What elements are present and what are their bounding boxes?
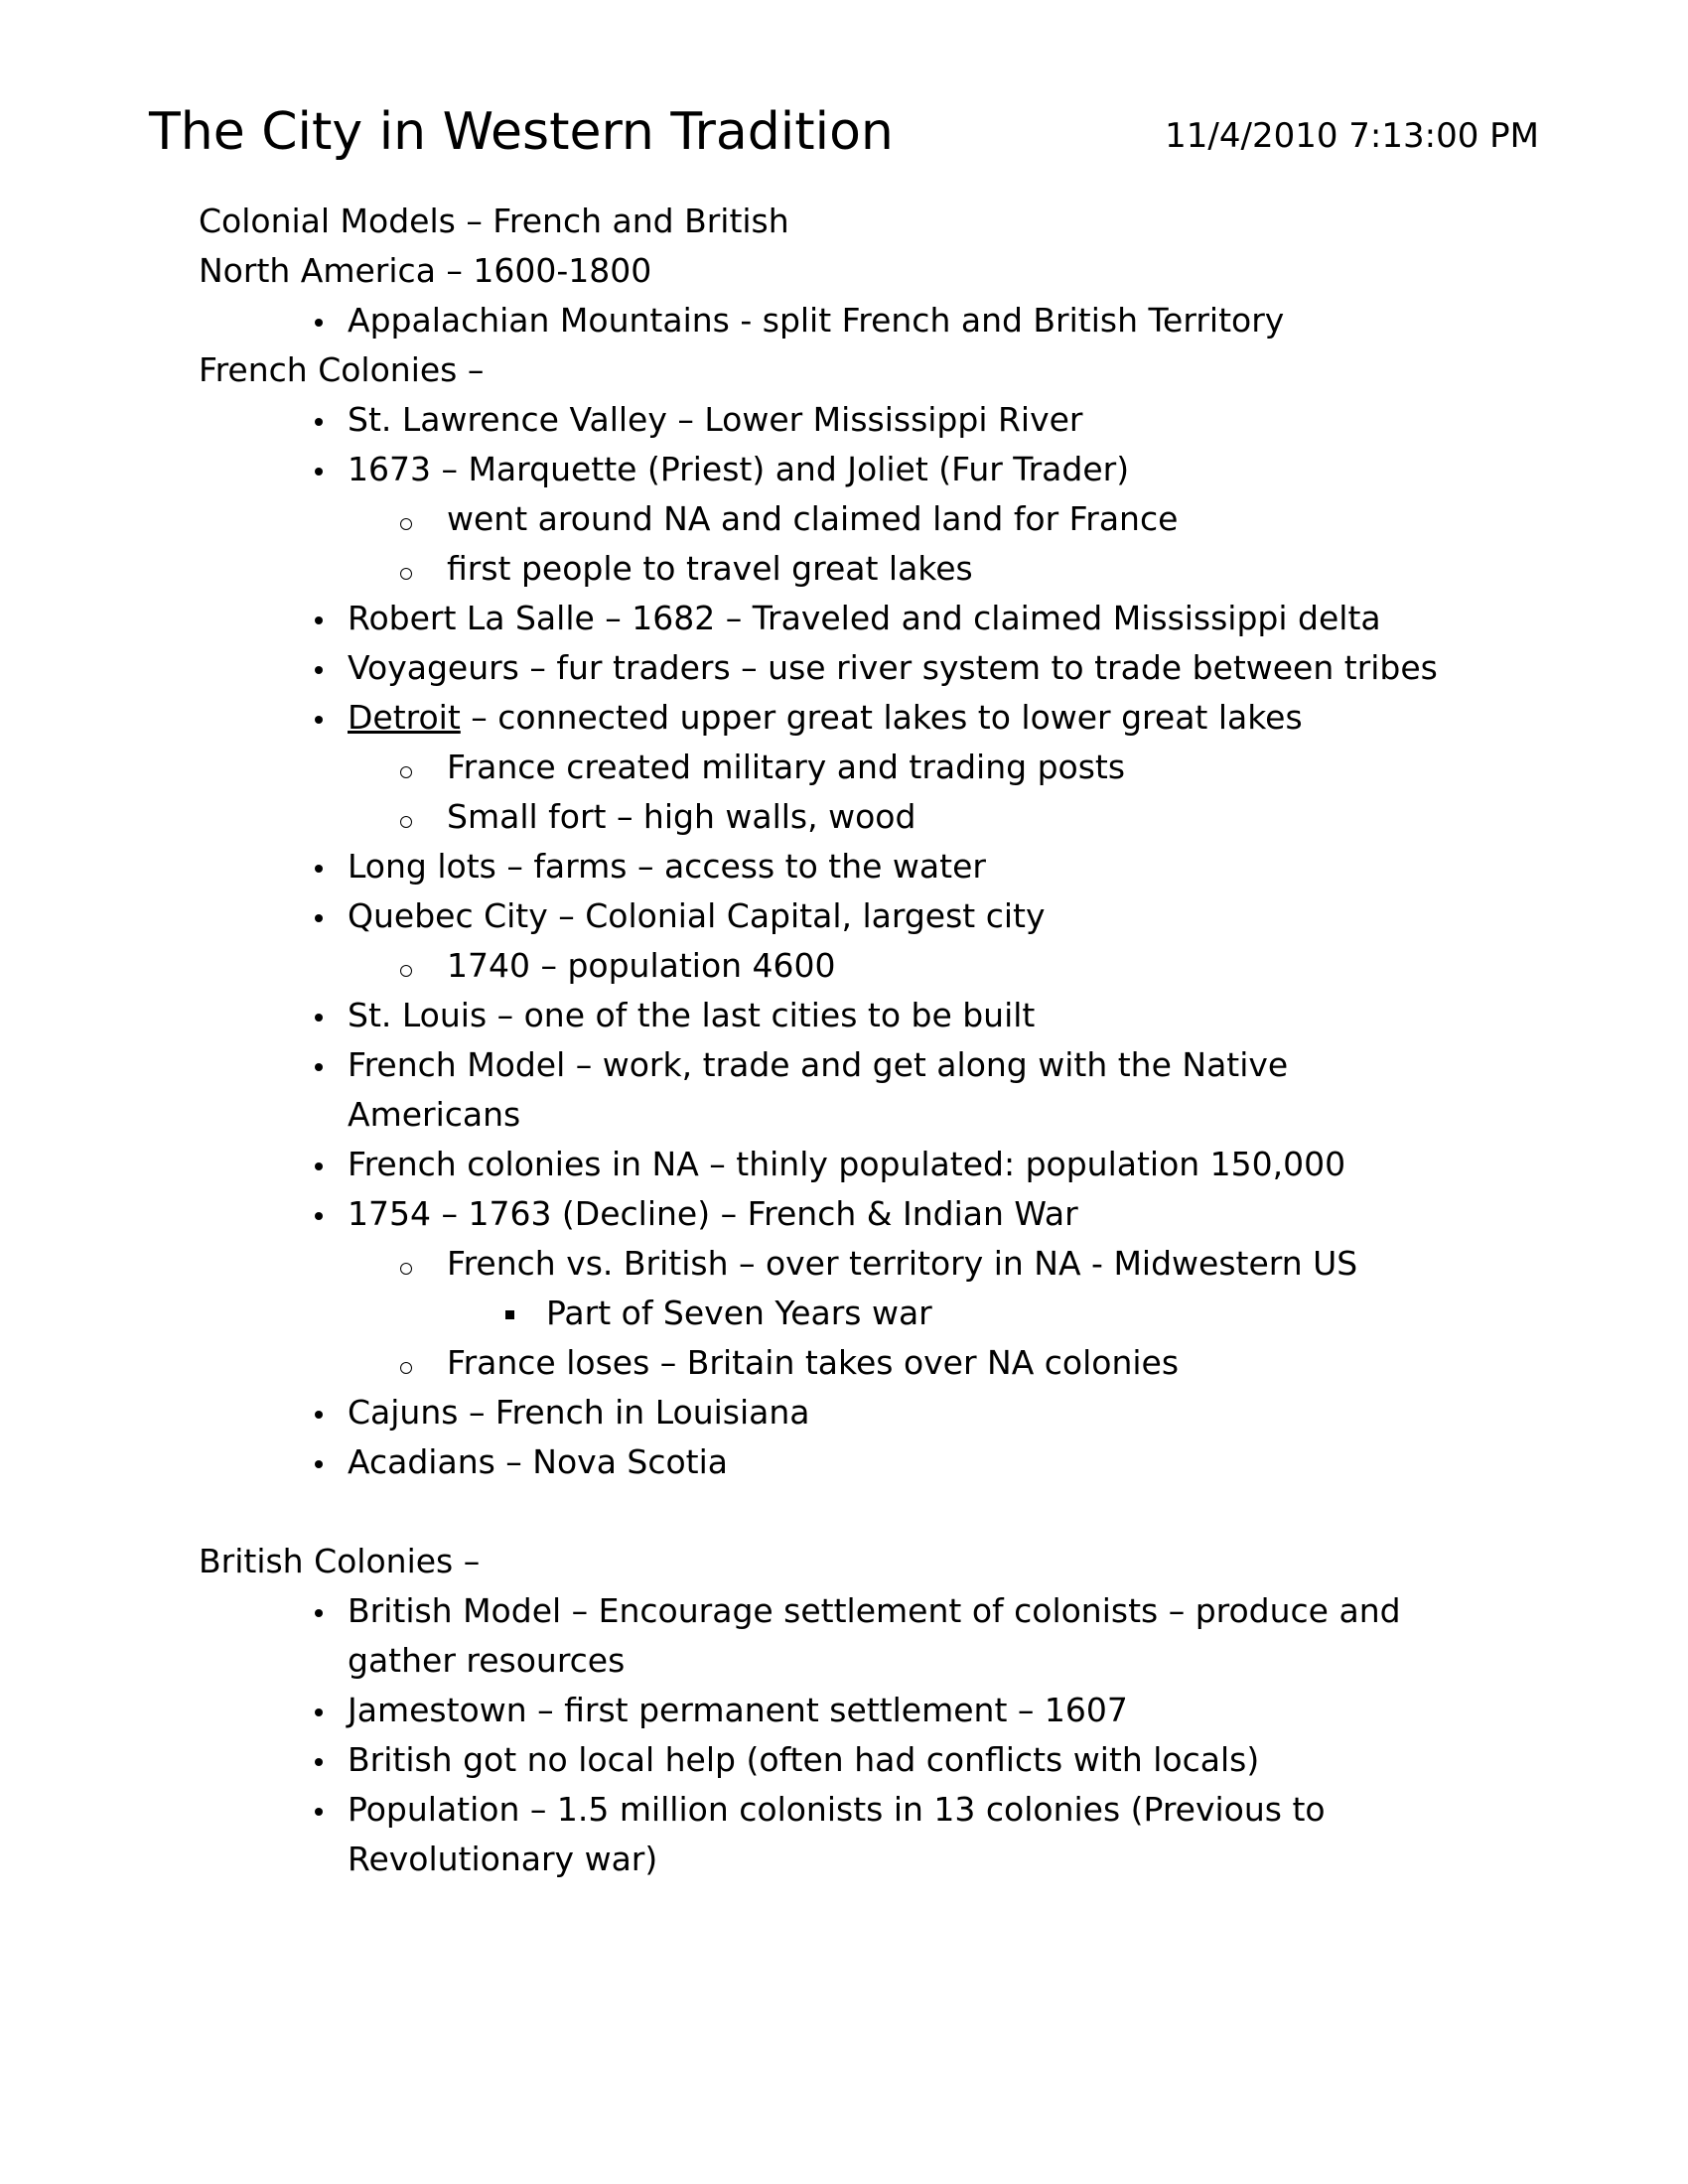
sub-bullet-item: went around NA and claimed land for France <box>0 494 1688 544</box>
section-heading: North America – 1600-1800 <box>199 251 652 290</box>
sub-bullet-item: French vs. British – over territory in NA - Midwestern US <box>0 1239 1688 1289</box>
bullet-continuation: gather resources <box>348 1641 626 1680</box>
document-title: The City in Western Tradition <box>149 102 894 162</box>
bullet-item: Robert La Salle – 1682 – Traveled and claimed Mississippi delta <box>0 594 1688 643</box>
bullet-icon <box>294 643 344 693</box>
bullet-icon <box>294 445 344 494</box>
bullet-icon <box>294 1735 344 1785</box>
hollow-bullet-icon <box>395 544 417 594</box>
sub-bullet-item: first people to travel great lakes <box>0 544 1688 594</box>
bullet-icon <box>294 991 344 1040</box>
hollow-bullet-icon <box>395 1239 417 1289</box>
sub-sub-bullet-item: Part of Seven Years war <box>0 1289 1688 1338</box>
bullet-icon <box>294 1785 344 1835</box>
sub-bullet-item: 1740 – population 4600 <box>0 941 1688 991</box>
hollow-bullet-icon <box>395 792 417 842</box>
blank-line <box>0 1487 1688 1537</box>
bullet-icon <box>294 594 344 643</box>
bullet-icon <box>294 1437 344 1487</box>
section-heading: British Colonies – <box>199 1542 481 1580</box>
bullet-icon <box>294 1040 344 1090</box>
bullet-item: Acadians – Nova Scotia <box>0 1437 1688 1487</box>
hollow-bullet-icon <box>395 941 417 991</box>
bullet-item: Jamestown – first permanent settlement – 1607 <box>0 1686 1688 1735</box>
bullet-item: Long lots – farms – access to the water <box>0 842 1688 891</box>
bullet-item: French colonies in NA – thinly populated: population 150,000 <box>0 1140 1688 1189</box>
bullet-item: Population – 1.5 million colonists in 13 colonies (Previous to <box>0 1785 1688 1835</box>
hollow-bullet-icon <box>395 743 417 792</box>
bullet-icon <box>294 1686 344 1735</box>
square-bullet-icon <box>499 1289 519 1338</box>
bullet-icon <box>294 1140 344 1189</box>
bullet-icon <box>294 693 344 743</box>
notes-body <box>0 197 1688 1884</box>
bullet-icon <box>294 842 344 891</box>
section-heading: Colonial Models – French and British <box>199 202 789 240</box>
sub-bullet-item: France loses – Britain takes over NA colonies <box>0 1338 1688 1388</box>
bullet-icon <box>294 1189 344 1239</box>
bullet-icon <box>294 395 344 445</box>
bullet-item: Quebec City – Colonial Capital, largest city <box>0 891 1688 941</box>
bullet-icon <box>294 1388 344 1437</box>
section-heading: French Colonies – <box>199 350 485 389</box>
bullet-continuation: Americans <box>348 1095 521 1134</box>
bullet-item: British Model – Encourage settlement of colonists – produce and <box>0 1586 1688 1636</box>
document-timestamp: 11/4/2010 7:13:00 PM <box>1165 116 1539 156</box>
bullet-icon <box>294 296 344 345</box>
hollow-bullet-icon <box>395 494 417 544</box>
bullet-item: Cajuns – French in Louisiana <box>0 1388 1688 1437</box>
bullet-item: British got no local help (often had conflicts with locals) <box>0 1735 1688 1785</box>
bullet-item: Appalachian Mountains - split French and British Territory <box>0 296 1688 345</box>
hollow-bullet-icon <box>395 1338 417 1388</box>
bullet-item: Voyageurs – fur traders – use river system to trade between tribes <box>0 643 1688 693</box>
bullet-item: French Model – work, trade and get along with the Native <box>0 1040 1688 1090</box>
bullet-item: 1754 – 1763 (Decline) – French & Indian War <box>0 1189 1688 1239</box>
bullet-icon <box>294 891 344 941</box>
sub-bullet-item: France created military and trading posts <box>0 743 1688 792</box>
bullet-item: 1673 – Marquette (Priest) and Joliet (Fur Trader) <box>0 445 1688 494</box>
bullet-item: St. Lawrence Valley – Lower Mississippi River <box>0 395 1688 445</box>
bullet-item: Detroit – connected upper great lakes to lower great lakes <box>0 693 1688 743</box>
sub-bullet-item: Small fort – high walls, wood <box>0 792 1688 842</box>
bullet-item: St. Louis – one of the last cities to be built <box>0 991 1688 1040</box>
detroit-underlined: Detroit <box>348 698 461 737</box>
bullet-icon <box>294 1586 344 1636</box>
bullet-continuation: Revolutionary war) <box>348 1840 658 1878</box>
